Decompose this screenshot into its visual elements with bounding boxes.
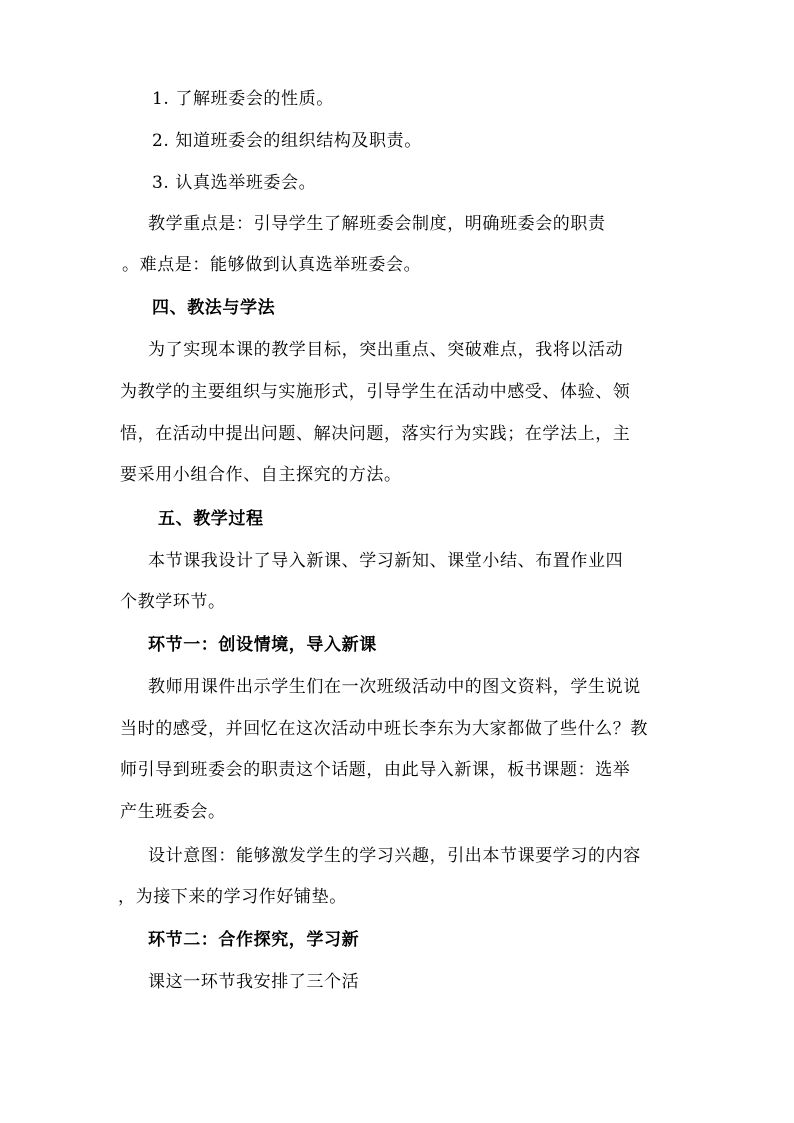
section-heading-process: 五、教学过程 bbox=[158, 509, 264, 529]
methods-paragraph-line-4: 要采用小组合作、自主探究的方法。 bbox=[120, 465, 402, 485]
stage-2-paragraph-line-1: 课这一环节我安排了三个活 bbox=[148, 972, 360, 992]
objective-2: 2. 知道班委会的组织结构及职责。 bbox=[152, 131, 422, 151]
stage-1-heading: 环节一：创设情境，导入新课 bbox=[148, 635, 377, 655]
process-intro-line-2: 个教学环节。 bbox=[120, 592, 226, 612]
design-intent-line-2: ，为接下来的学习作好铺垫。 bbox=[118, 887, 347, 907]
methods-paragraph-line-2: 为教学的主要组织与实施形式，引导学生在活动中感受、体验、领 bbox=[120, 382, 631, 402]
stage-1-paragraph-line-1: 教师用课件出示学生们在一次班级活动中的图文资料，学生说说 bbox=[148, 677, 641, 697]
section-heading-methods: 四、教法与学法 bbox=[152, 298, 276, 318]
stage-1-paragraph-line-4: 产生班委会。 bbox=[120, 802, 226, 822]
methods-paragraph-line-3: 悟，在活动中提出问题、解决问题，落实行为实践；在学法上，主 bbox=[120, 424, 631, 444]
objective-3: 3. 认真选举班委会。 bbox=[152, 173, 317, 193]
stage-1-paragraph-line-2: 当时的感受，并回忆在这次活动中班长李东为大家都做了些什么？教 bbox=[120, 719, 648, 739]
key-points-line-2: 。难点是：能够做到认真选举班委会。 bbox=[122, 255, 422, 275]
process-intro-line-1: 本节课我设计了导入新课、学习新知、课堂小结、布置作业四 bbox=[148, 551, 624, 571]
stage-2-heading: 环节二：合作探究，学习新 bbox=[148, 930, 360, 950]
stage-1-paragraph-line-3: 师引导到班委会的职责这个话题，由此导入新课，板书课题：选举 bbox=[120, 760, 631, 780]
methods-paragraph-line-1: 为了实现本课的教学目标，突出重点、突破难点，我将以活动 bbox=[148, 340, 624, 360]
design-intent-line-1: 设计意图：能够激发学生的学习兴趣，引出本节课要学习的内容 bbox=[148, 846, 641, 866]
key-points-line-1: 教学重点是：引导学生了解班委会制度，明确班委会的职责 bbox=[148, 214, 606, 234]
objective-1: 1. 了解班委会的性质。 bbox=[152, 89, 334, 109]
